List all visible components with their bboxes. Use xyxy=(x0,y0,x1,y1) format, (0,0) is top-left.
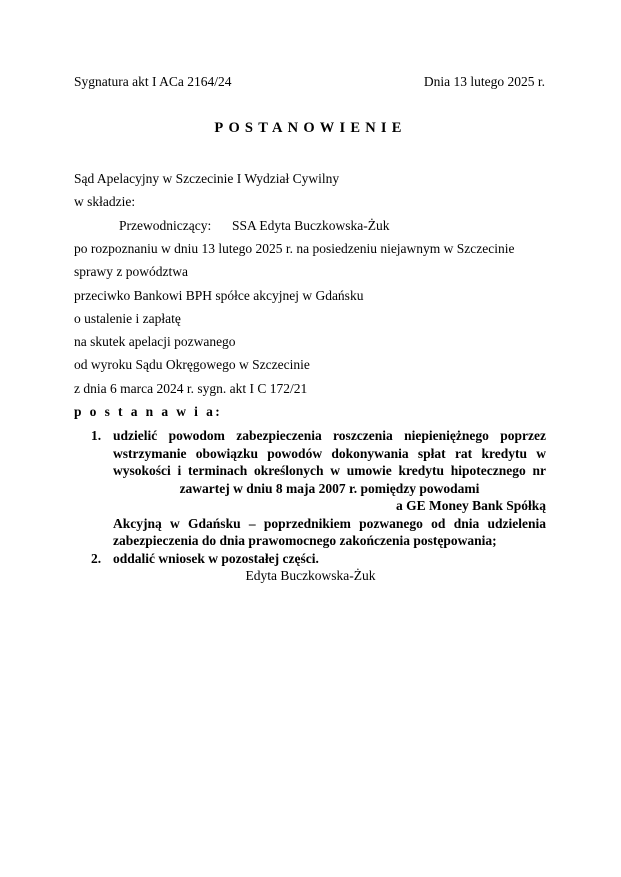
order-line: Akcyjną w Gdańsku – poprzednikiem pozwanego od dnia udzielenia xyxy=(113,515,546,531)
order-line: wysokości i terminach określonych w umowie kredytu hipotecznego nr xyxy=(113,463,546,478)
order-line: oddalić wniosek w pozostałej części. xyxy=(113,550,319,566)
order-line: zawartej w dniu 8 maja 2007 r. pomiędzy powodami xyxy=(179,480,480,496)
against-line: przeciwko Bankowi BPH spółce akcyjnej w Gdańsku xyxy=(74,288,364,303)
considered-line: po rozpoznaniu w dniu 13 lutego 2025 r. na posiedzeniu niejawnym w Szczecinie xyxy=(74,241,515,256)
case-from-line: sprawy z powództwa xyxy=(74,264,188,279)
order-line: wstrzymanie obowiązku powodów dokonywania spłat rat kredytu w xyxy=(113,445,546,461)
order-item xyxy=(74,427,546,550)
orders-list xyxy=(74,427,546,567)
court-name: Sąd Apelacyjny w Szczecinie I Wydział Cywilny xyxy=(74,171,340,186)
case-reference: Sygnatura akt I ACa 2164/24 xyxy=(74,74,232,89)
order-item xyxy=(74,550,546,568)
subject-line: o ustalenie i zapłatę xyxy=(74,311,181,326)
presiding-name: SSA Edyta Buczkowska-Żuk xyxy=(231,218,390,233)
presiding-judge xyxy=(119,218,389,234)
document-title: POSTANOWIENIE xyxy=(214,120,407,136)
order-number: 2. xyxy=(91,550,102,566)
presiding-role: Przewodniczący: xyxy=(119,218,212,233)
order-line: a GE Money Bank Spółką xyxy=(395,498,546,513)
order-line: zabezpieczenia do dnia prawomocnego zakończenia postępowania; xyxy=(113,533,497,548)
decides-heading: p o s t a n a w i a: xyxy=(74,404,223,419)
order-line: udzielić powodom zabezpieczenia roszczenia niepieniężnego poprzez xyxy=(113,428,546,443)
appeal-line: na skutek apelacji pozwanego xyxy=(74,334,236,349)
order-number: 1. xyxy=(91,428,102,443)
from-judgment-line: od wyroku Sądu Okręgowego w Szczecinie xyxy=(74,357,310,372)
judge-signature: Edyta Buczkowska-Żuk xyxy=(245,568,376,583)
judgment-date-line: z dnia 6 marca 2024 r. sygn. akt I C 172/21 xyxy=(74,381,308,396)
document-date: Dnia 13 lutego 2025 r. xyxy=(423,74,545,89)
composition-label: w składzie: xyxy=(74,194,136,209)
